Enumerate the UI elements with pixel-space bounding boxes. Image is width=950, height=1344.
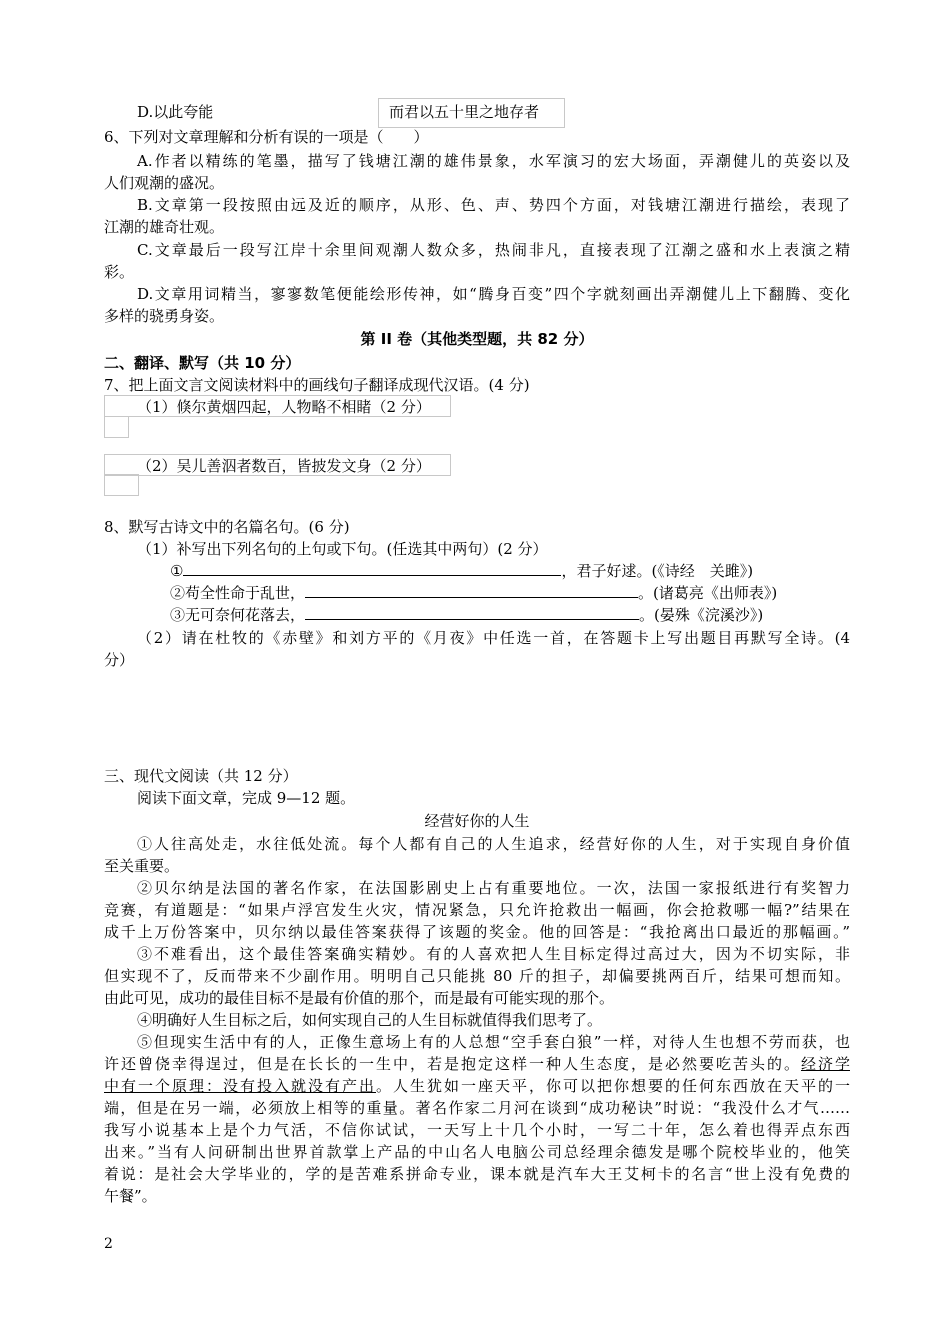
- article-p5-line2: [104, 1053, 850, 1075]
- answer-blank-b[interactable]: [305, 583, 638, 598]
- article-p2-line1: ②贝尔纳是法国的著名作家，在法国影剧史上占有重要地位。一次，法国一家报纸进行有奖智力: [137, 879, 850, 897]
- q8-blank-a-pre: ①: [170, 562, 184, 580]
- article-p5-line1: ⑤但现实生活中有的人，正像生意场上有的人总想“空手套白狼”一样，对待人生也想不劳而获，也: [137, 1033, 850, 1051]
- q7-item1-underline-box: [104, 395, 451, 417]
- q8-part1: （1）补写出下列名句的上句或下句。(任选其中两句）(2 分）: [137, 540, 548, 558]
- q6-option-b-line2: 江潮的雄奇壮观。: [104, 218, 225, 236]
- article-p5-line7: 着说：是社会大学毕业的，学的是苦难系拼命专业，课本就是汽车大王艾柯卡的名言“世上没有免费的: [104, 1165, 850, 1183]
- q7-item1-answer-box[interactable]: [104, 416, 129, 438]
- q6-option-c-line2: 彩。: [104, 263, 135, 281]
- volume2-title: 第 II 卷（其他类型题，共 82 分）: [360, 330, 594, 348]
- q7-item2-underline-box: [104, 454, 451, 476]
- article-p3-line1: ③不难看出，这个最佳答案确实精妙。有的人喜欢把人生目标定得过高过大，因为不切实际，非: [137, 945, 850, 963]
- q8-part2-line2: 分）: [104, 651, 135, 669]
- q7-stem: 7、把上面文言文阅读材料中的画线句子翻译成现代汉语。(4 分): [104, 376, 530, 394]
- q6-option-a-line2: 人们观潮的盛况。: [104, 174, 225, 192]
- q6-option-b-line1: B.文章第一段按照由远及近的顺序，从形、色、声、势四个方面，对钱塘江潮进行描绘，表现了: [137, 196, 850, 214]
- article-p5-line5: 我写小说基本上是个力气活，不信你试试，一天写上十几个小时，一写二十年，怎么着也得弄点东西: [104, 1121, 850, 1139]
- underlined-sentence-part2: 中有一个原理：没有投入就没有产出: [104, 1077, 376, 1095]
- q8-blank-b: [170, 582, 916, 604]
- q8-part2-line1: （2）请在杜牧的《赤壁》和刘方平的《月夜》中任选一首，在答题卡上写出题目再默写全诗。(4: [137, 629, 850, 647]
- q7-item2: （2）吴儿善泅者数百，皆披发文身（2 分）: [137, 457, 431, 475]
- q8-stem: 8、默写古诗文中的名篇名句。(6 分): [104, 518, 350, 536]
- article-p5-line8: 午餐”。: [104, 1187, 157, 1205]
- article-p5-line4: 端，但是在另一端，必须放上相等的重量。著名作家二月河在谈到“成功秘诀”时说：“我没什么才气……: [104, 1099, 850, 1117]
- article-p3-line2: 但实现不了，反而带来不少副作用。明明自己只能挑 80 斤的担子，却偏要挑两百斤，结果可想而知。: [104, 967, 850, 985]
- underlined-sentence-part1: 经济学: [800, 1055, 850, 1073]
- q6-option-c-line1: C.文章最后一段写江岸十余里间观潮人数众多，热闹非凡，直接表现了江潮之盛和水上表演之精: [137, 241, 850, 259]
- q8-blank-a-post: ，君子好逑。(《诗经 关雎》): [561, 562, 754, 580]
- q8-blank-b-post: 。(诸葛亮《出师表》): [638, 584, 778, 602]
- q7-item2-answer-box[interactable]: [104, 474, 139, 496]
- article-p5-line6: 出来。”当有人问研制出世界首款掌上产品的中山名人电脑公司总经理余德发是哪个院校毕业的，他笑: [104, 1143, 850, 1161]
- q5-option-d-right: 而君以五十里之地存者: [389, 103, 540, 121]
- article-p5-line3: [104, 1075, 850, 1097]
- q7-item1: （1）倏尔黄烟四起，人物略不相睹（2 分）: [137, 398, 431, 416]
- article-p1-line2: 至关重要。: [104, 857, 180, 875]
- q8-blank-c: [170, 604, 916, 626]
- article-p2-line3: 成千上万份答案中，贝尔纳以最佳答案获得了该题的奖金。他的回答是：“我抢离出口最近的那幅画。”: [104, 923, 850, 941]
- section3-heading: 三、现代文阅读（共 12 分）: [104, 767, 298, 785]
- q6-option-d-line1: D.文章用词精当，寥寥数笔便能绘形传神，如“腾身百变”四个字就刻画出弄潮健儿上下翻腾、变化: [137, 285, 850, 303]
- article-p4-line1: ④明确好人生目标之后，如何实现自己的人生目标就值得我们思考了。: [137, 1011, 603, 1029]
- q6-option-d-line2: 多样的骁勇身姿。: [104, 307, 225, 325]
- q6-stem: 6、下列对文章理解和分析有误的一项是（ ）: [104, 128, 429, 146]
- answer-blank-c[interactable]: [305, 605, 639, 620]
- q8-blank-c-pre: ③无可奈何花落去，: [170, 606, 306, 624]
- q5-option-d-label: D.以此夸能: [137, 103, 214, 121]
- q8-blank-a: [170, 560, 916, 582]
- page-number: 2: [104, 1236, 113, 1252]
- section3-instruction: 阅读下面文章，完成 9—12 题。: [137, 789, 356, 807]
- q8-blank-c-post: 。(晏殊《浣溪沙》): [639, 606, 764, 624]
- article-p5-line2-text: 许还曾侥幸得逞过，但是在长长的一生中，若是抱定这样一种人生态度，是必然要吃苦头的。: [104, 1055, 801, 1073]
- article-p1-line1: ①人往高处走，水往低处流。每个人都有自己的人生追求，经营好你的人生，对于实现自身价值: [137, 835, 850, 853]
- article-p5-line3-text: 。人生犹如一座天平，你可以把你想要的任何东西放在天平的一: [376, 1077, 850, 1095]
- article-title: 经营好你的人生: [424, 812, 530, 830]
- answer-blank-a[interactable]: [183, 561, 561, 576]
- article-p3-line3: 由此可见，成功的最佳目标不是最有价值的那个，而是最有可能实现的那个。: [104, 989, 615, 1007]
- q6-option-a-line1: A.作者以精练的笔墨，描写了钱塘江潮的雄伟景象，水军演习的宏大场面，弄潮健儿的英姿以及: [137, 152, 850, 170]
- article-p2-line2: 竞赛，有道题是：“如果卢浮宫发生火灾，情况紧急，只允许抢救出一幅画，你会抢救哪一幅?”结果在: [104, 901, 850, 919]
- section2-heading: 二、翻译、默写（共 10 分）: [104, 354, 301, 372]
- q8-blank-b-pre: ②苟全性命于乱世，: [170, 584, 306, 602]
